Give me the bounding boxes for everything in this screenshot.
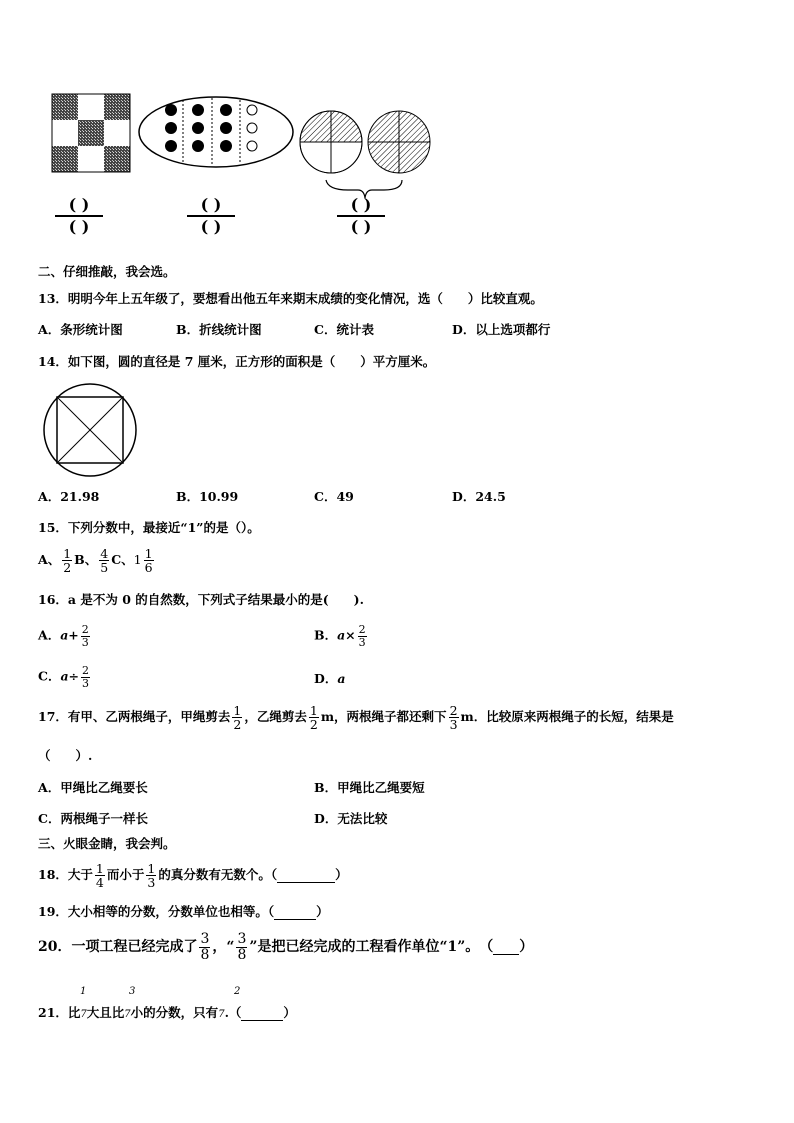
q13-option-d[interactable]: D．以上选项都行 bbox=[452, 322, 551, 337]
q15-stem: 15．下列分数中，最接近“1”的是（）。 bbox=[38, 520, 260, 535]
fraction bbox=[199, 932, 210, 962]
denominator: 5 bbox=[100, 560, 109, 576]
q18-stem bbox=[38, 862, 348, 889]
text: 小的分数，只有 bbox=[130, 1005, 219, 1020]
fraction bbox=[232, 704, 242, 731]
circle-square-figure bbox=[42, 382, 140, 480]
q17-stem bbox=[38, 704, 674, 731]
numerator-blank: ( ) bbox=[337, 196, 385, 217]
q14-option-a[interactable]: A．21.98 bbox=[38, 489, 100, 504]
q13-option-b[interactable]: B．折线统计图 bbox=[176, 322, 262, 337]
denominator: 6 bbox=[144, 560, 153, 576]
q21-numerator-1: 1 bbox=[80, 986, 87, 997]
denominator: 8 bbox=[200, 946, 210, 963]
fraction bbox=[144, 547, 154, 574]
fraction bbox=[99, 547, 109, 574]
q17-option-d[interactable]: D．无法比较 bbox=[314, 811, 388, 826]
q19-stem bbox=[38, 906, 329, 920]
option-label: C． bbox=[38, 668, 61, 684]
q16-option-d[interactable] bbox=[314, 673, 345, 686]
q14-option-b[interactable]: B．10.99 bbox=[176, 489, 239, 504]
text: ） bbox=[335, 867, 348, 883]
text: ”是把已经完成的工程看作单位“1”。 （ bbox=[249, 939, 494, 956]
q17-option-b[interactable]: B．甲绳比乙绳要短 bbox=[314, 780, 425, 795]
denominator: 7 bbox=[80, 1009, 87, 1020]
denominator: 4 bbox=[95, 875, 104, 891]
q15-options bbox=[38, 547, 156, 574]
q14-option-d[interactable]: D．24.5 bbox=[452, 489, 506, 504]
fraction bbox=[81, 624, 90, 648]
text: ） bbox=[283, 1005, 296, 1020]
answer-blank[interactable] bbox=[274, 906, 316, 920]
answer-blank[interactable] bbox=[277, 869, 335, 883]
numerator: 1 bbox=[144, 546, 153, 561]
expression: a+ bbox=[60, 627, 79, 643]
q13-stem: 13．明明今年上五年级了，要想看出他五年来期末成绩的变化情况，选（ ）比较直观。 bbox=[38, 291, 543, 306]
denominator: 2 bbox=[63, 560, 72, 576]
numerator: 1 bbox=[233, 703, 242, 718]
text: 18．大于 bbox=[38, 867, 93, 883]
expression: a÷ bbox=[60, 668, 80, 684]
numerator: 2 bbox=[81, 623, 89, 636]
numerator: 3 bbox=[237, 931, 247, 947]
text: ，乙绳剪去 bbox=[244, 709, 307, 725]
q15-c-label[interactable]: C、 bbox=[111, 552, 134, 568]
denominator: 3 bbox=[358, 635, 366, 649]
q16-option-c[interactable] bbox=[38, 665, 92, 689]
text: 20．一项工程已经完成了 bbox=[38, 939, 198, 956]
text: ） bbox=[519, 939, 534, 956]
denominator: 3 bbox=[81, 635, 89, 649]
denominator-blank: ( ) bbox=[200, 216, 222, 236]
answer-fraction-1[interactable] bbox=[55, 196, 103, 235]
text: .（ bbox=[224, 1005, 242, 1020]
text: m．比较原来两根绳子的长短，结果是 bbox=[460, 709, 674, 725]
text: m，两根绳子都还剩下 bbox=[320, 709, 447, 725]
answer-fraction-2[interactable] bbox=[187, 196, 235, 235]
denominator: 7 bbox=[124, 1009, 131, 1020]
q13-option-a[interactable]: A．条形统计图 bbox=[38, 322, 123, 337]
section-3-heading: 三、火眼金睛，我会判。 bbox=[38, 836, 176, 851]
text: 21．比 bbox=[38, 1005, 81, 1020]
numerator-blank: ( ) bbox=[187, 196, 235, 217]
fraction bbox=[358, 624, 367, 648]
ellipse-dots-figure bbox=[136, 94, 296, 170]
numerator: 1 bbox=[95, 861, 104, 876]
q15-a-label[interactable]: A、 bbox=[38, 552, 61, 568]
q17-option-a[interactable]: A．甲绳比乙绳要长 bbox=[38, 780, 148, 795]
numerator: 1 bbox=[63, 546, 72, 561]
q14-stem: 14．如下图，圆的直径是 7 厘米，正方形的面积是（ ）平方厘米。 bbox=[38, 354, 436, 369]
numerator: 2 bbox=[82, 664, 90, 677]
denominator: 3 bbox=[449, 717, 458, 733]
section-2-heading: 二、仔细推敲，我会选。 bbox=[38, 264, 176, 279]
text: 17．有甲、乙两根绳子，甲绳剪去 bbox=[38, 709, 231, 725]
denominator-blank: ( ) bbox=[350, 216, 372, 236]
text: ，“ bbox=[212, 939, 235, 956]
fraction bbox=[309, 704, 319, 731]
denominator: 3 bbox=[82, 676, 90, 690]
checkerboard-figure bbox=[50, 92, 134, 174]
q14-option-c[interactable]: C．49 bbox=[314, 489, 354, 504]
denominator: 7 bbox=[218, 1009, 225, 1020]
text: 而小于 bbox=[106, 867, 145, 883]
q16-option-a[interactable] bbox=[38, 624, 92, 648]
fraction bbox=[146, 862, 156, 889]
answer-blank[interactable] bbox=[241, 1007, 283, 1021]
whole-number: 1 bbox=[133, 552, 142, 568]
q21-numerator-2: 3 bbox=[129, 986, 136, 997]
answer-blank[interactable] bbox=[493, 940, 519, 955]
text: 19．大小相等的分数，分数单位也相等。（ bbox=[38, 904, 275, 919]
option-label: D． bbox=[314, 671, 338, 686]
option-label: A． bbox=[38, 627, 61, 643]
numerator: 3 bbox=[200, 931, 210, 947]
expression: a bbox=[337, 671, 346, 686]
fraction bbox=[449, 704, 459, 731]
q15-b-label[interactable]: B、 bbox=[74, 552, 98, 568]
text: 大且比 bbox=[86, 1005, 125, 1020]
denominator: 8 bbox=[237, 946, 247, 963]
fraction bbox=[81, 665, 90, 689]
denominator-blank: ( ) bbox=[68, 216, 90, 236]
numerator: 1 bbox=[309, 703, 318, 718]
q17-option-c[interactable]: C．两根绳子一样长 bbox=[38, 811, 148, 826]
q21-numerator-3: 2 bbox=[234, 986, 241, 997]
fraction bbox=[95, 862, 105, 889]
option-label: B． bbox=[314, 627, 338, 643]
q16-stem: 16．a 是不为 0 的自然数，下列式子结果最小的是( ). bbox=[38, 592, 364, 607]
numerator: 1 bbox=[147, 861, 156, 876]
numerator: 2 bbox=[358, 623, 366, 636]
q21-stem bbox=[38, 1007, 296, 1021]
expression: a× bbox=[337, 627, 356, 643]
q16-option-b[interactable] bbox=[314, 624, 369, 648]
denominator: 3 bbox=[147, 875, 156, 891]
fraction bbox=[62, 547, 72, 574]
q17-stem-line2: （ ）. bbox=[38, 748, 93, 763]
text: ） bbox=[316, 904, 329, 919]
q20-stem bbox=[38, 932, 533, 962]
fraction bbox=[236, 932, 247, 962]
denominator: 2 bbox=[309, 717, 318, 733]
numerator-blank: ( ) bbox=[55, 196, 103, 217]
answer-fraction-3[interactable] bbox=[337, 196, 385, 235]
q13-option-c[interactable]: C．统计表 bbox=[314, 322, 374, 337]
numerator: 2 bbox=[449, 703, 458, 718]
numerator: 4 bbox=[100, 546, 109, 561]
denominator: 2 bbox=[233, 717, 242, 733]
text: 的真分数有无数个。（ bbox=[158, 867, 278, 883]
two-circles-figure bbox=[298, 108, 438, 200]
